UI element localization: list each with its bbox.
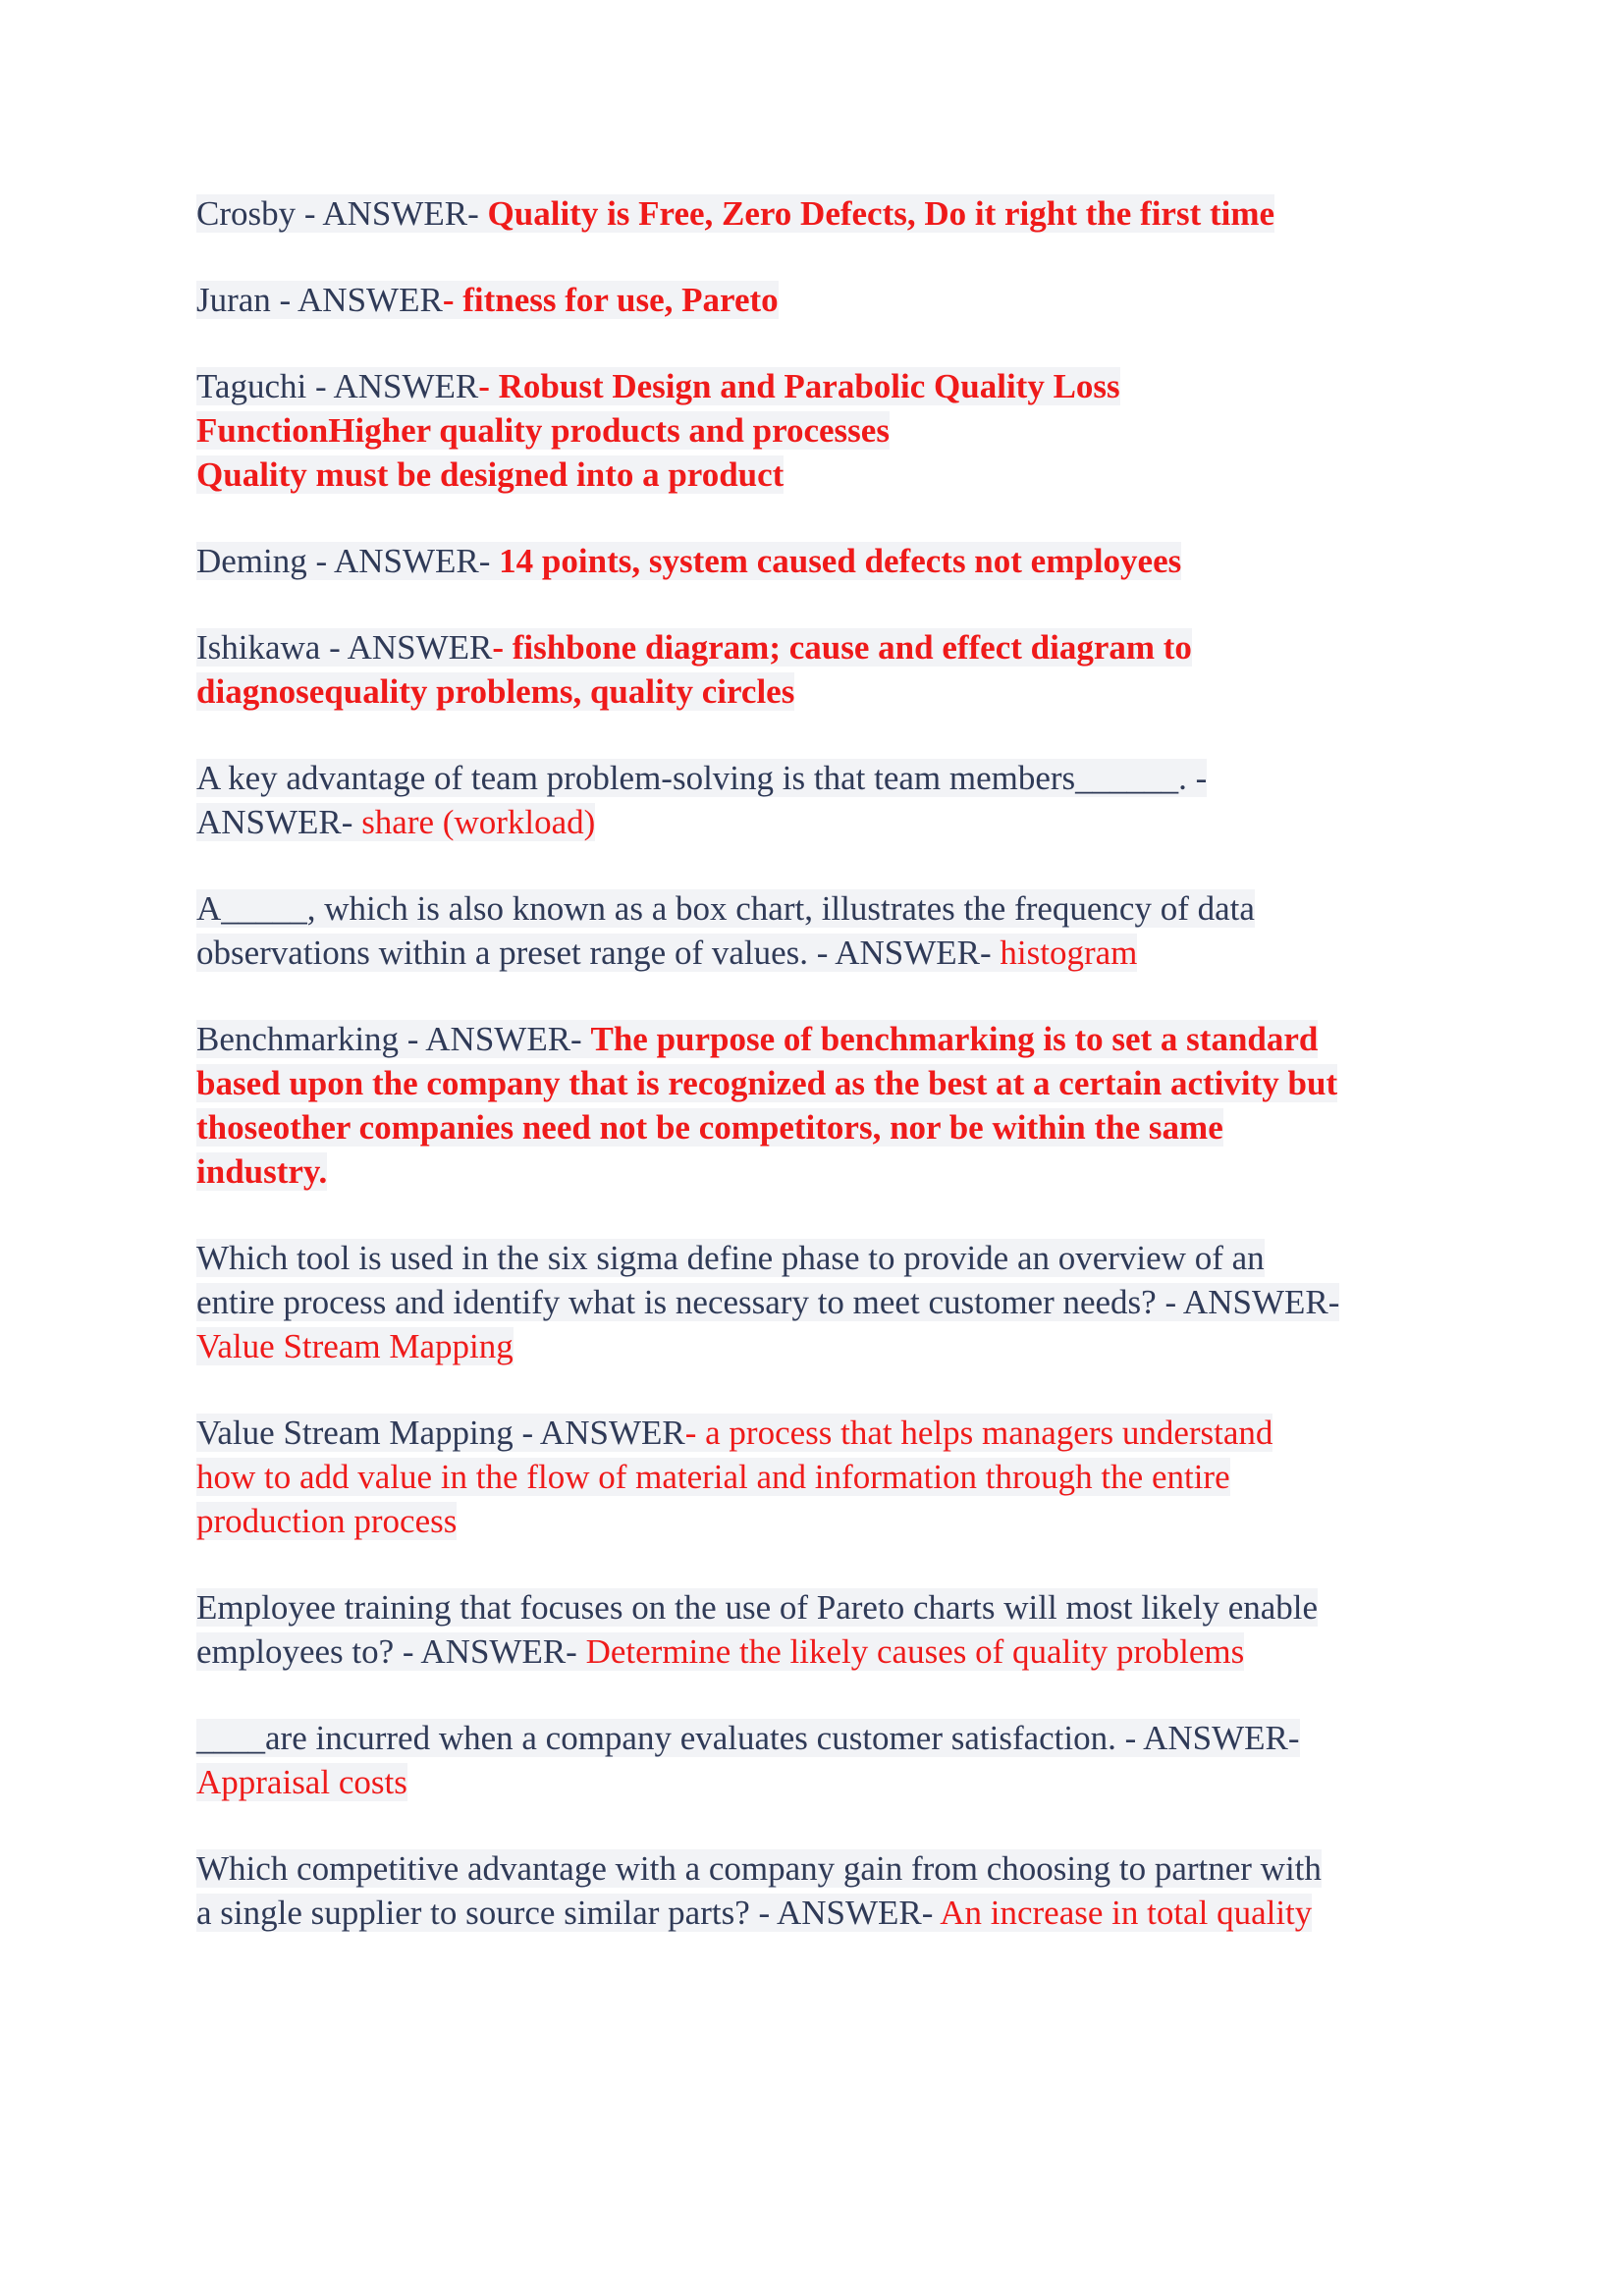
answer-text: Quality must be designed into a product xyxy=(196,455,785,494)
qa-line xyxy=(196,800,1492,844)
answer-text: production process xyxy=(196,1502,458,1540)
question-text: entire process and identify what is necessary to meet customer needs? - ANSWER- xyxy=(196,1283,1340,1321)
qa-line xyxy=(196,453,1492,497)
qa-entry-pareto-training xyxy=(196,1585,1492,1674)
answer-text: histogram xyxy=(1000,934,1138,972)
question-text: Benchmarking - ANSWER- xyxy=(196,1020,591,1058)
qa-line xyxy=(196,191,1492,236)
qa-entry-juran xyxy=(196,278,1492,322)
qa-entry-single-supplier xyxy=(196,1846,1492,1935)
qa-line xyxy=(196,1236,1492,1280)
question-text: ANSWER- xyxy=(196,803,362,841)
qa-entry-value-stream-mapping xyxy=(196,1411,1492,1543)
qa-line xyxy=(196,1061,1492,1105)
qa-line xyxy=(196,1017,1492,1061)
qa-line xyxy=(196,1105,1492,1149)
qa-entry-deming xyxy=(196,539,1492,583)
answer-text: The purpose of benchmarking is to set a standard xyxy=(590,1020,1319,1058)
qa-entry-histogram xyxy=(196,886,1492,975)
question-text: Crosby - ANSWER- xyxy=(196,194,488,233)
qa-line xyxy=(196,408,1492,453)
qa-line xyxy=(196,1585,1492,1629)
qa-line xyxy=(196,1846,1492,1891)
answer-text: industry. xyxy=(196,1152,328,1191)
answer-text: 14 points, system caused defects not employees xyxy=(499,542,1182,580)
qa-line xyxy=(196,625,1492,669)
qa-line xyxy=(196,1280,1492,1324)
question-text: Deming - ANSWER- xyxy=(196,542,500,580)
qa-line xyxy=(196,1499,1492,1543)
qa-line xyxy=(196,886,1492,931)
qa-entry-crosby xyxy=(196,191,1492,236)
answer-text: - a process that helps managers understand xyxy=(684,1414,1273,1452)
answer-text: - Robust Design and Parabolic Quality Loss xyxy=(478,367,1120,405)
qa-line xyxy=(196,1455,1492,1499)
document-page xyxy=(196,191,1492,1977)
answer-text: Appraisal costs xyxy=(196,1763,407,1801)
qa-line xyxy=(196,1149,1492,1194)
question-text: A_____, which is also known as a box chart, illustrates the frequency of data xyxy=(196,889,1255,928)
qa-entry-team-problem-solving xyxy=(196,756,1492,844)
question-text: Which competitive advantage with a company gain from choosing to partner with xyxy=(196,1849,1322,1888)
answer-text: diagnosequality problems, quality circles xyxy=(196,672,795,711)
question-text: Juran - ANSWER xyxy=(196,281,443,319)
qa-line xyxy=(196,539,1492,583)
answer-text: share (workload) xyxy=(361,803,596,841)
question-text: Taguchi - ANSWER xyxy=(196,367,479,405)
question-text: Which tool is used in the six sigma define phase to provide an overview of an xyxy=(196,1239,1265,1277)
qa-entry-six-sigma-define xyxy=(196,1236,1492,1368)
qa-entry-appraisal-costs xyxy=(196,1716,1492,1804)
question-text: observations within a preset range of values. - ANSWER- xyxy=(196,934,1001,972)
question-text: a single supplier to source similar parts? - ANSWER- xyxy=(196,1894,941,1932)
answer-text: Determine the likely causes of quality problems xyxy=(585,1632,1245,1671)
qa-line xyxy=(196,1629,1492,1674)
qa-entry-benchmarking xyxy=(196,1017,1492,1194)
qa-entry-ishikawa xyxy=(196,625,1492,714)
qa-line xyxy=(196,1891,1492,1935)
answer-text: - fishbone diagram; cause and effect diagram to xyxy=(492,628,1192,667)
qa-line xyxy=(196,278,1492,322)
answer-text: thoseother companies need not be competitors, nor be within the same xyxy=(196,1108,1223,1147)
qa-line xyxy=(196,364,1492,408)
qa-entry-taguchi xyxy=(196,364,1492,497)
qa-line xyxy=(196,931,1492,975)
qa-line xyxy=(196,1324,1492,1368)
question-text: employees to? - ANSWER- xyxy=(196,1632,586,1671)
answer-text: Quality is Free, Zero Defects, Do it right the first time xyxy=(487,194,1275,233)
qa-line xyxy=(196,756,1492,800)
answer-text: - fitness for use, Pareto xyxy=(442,281,779,319)
qa-line xyxy=(196,1760,1492,1804)
answer-text: FunctionHigher quality products and processes xyxy=(196,411,890,450)
question-text: A key advantage of team problem-solving is that team members______. - xyxy=(196,759,1208,797)
answer-text: An increase in total quality xyxy=(940,1894,1313,1932)
question-text: Ishikawa - ANSWER xyxy=(196,628,493,667)
answer-text: based upon the company that is recognized as the best at a certain activity but xyxy=(196,1064,1338,1102)
answer-text: Value Stream Mapping xyxy=(196,1327,514,1365)
question-text: Value Stream Mapping - ANSWER xyxy=(196,1414,685,1452)
question-text: Employee training that focuses on the use of Pareto charts will most likely enable xyxy=(196,1588,1319,1627)
qa-line xyxy=(196,1716,1492,1760)
qa-line xyxy=(196,1411,1492,1455)
question-text: ____are incurred when a company evaluates customer satisfaction. - ANSWER- xyxy=(196,1719,1300,1757)
answer-text: how to add value in the flow of material and information through the entire xyxy=(196,1458,1230,1496)
qa-line xyxy=(196,669,1492,714)
